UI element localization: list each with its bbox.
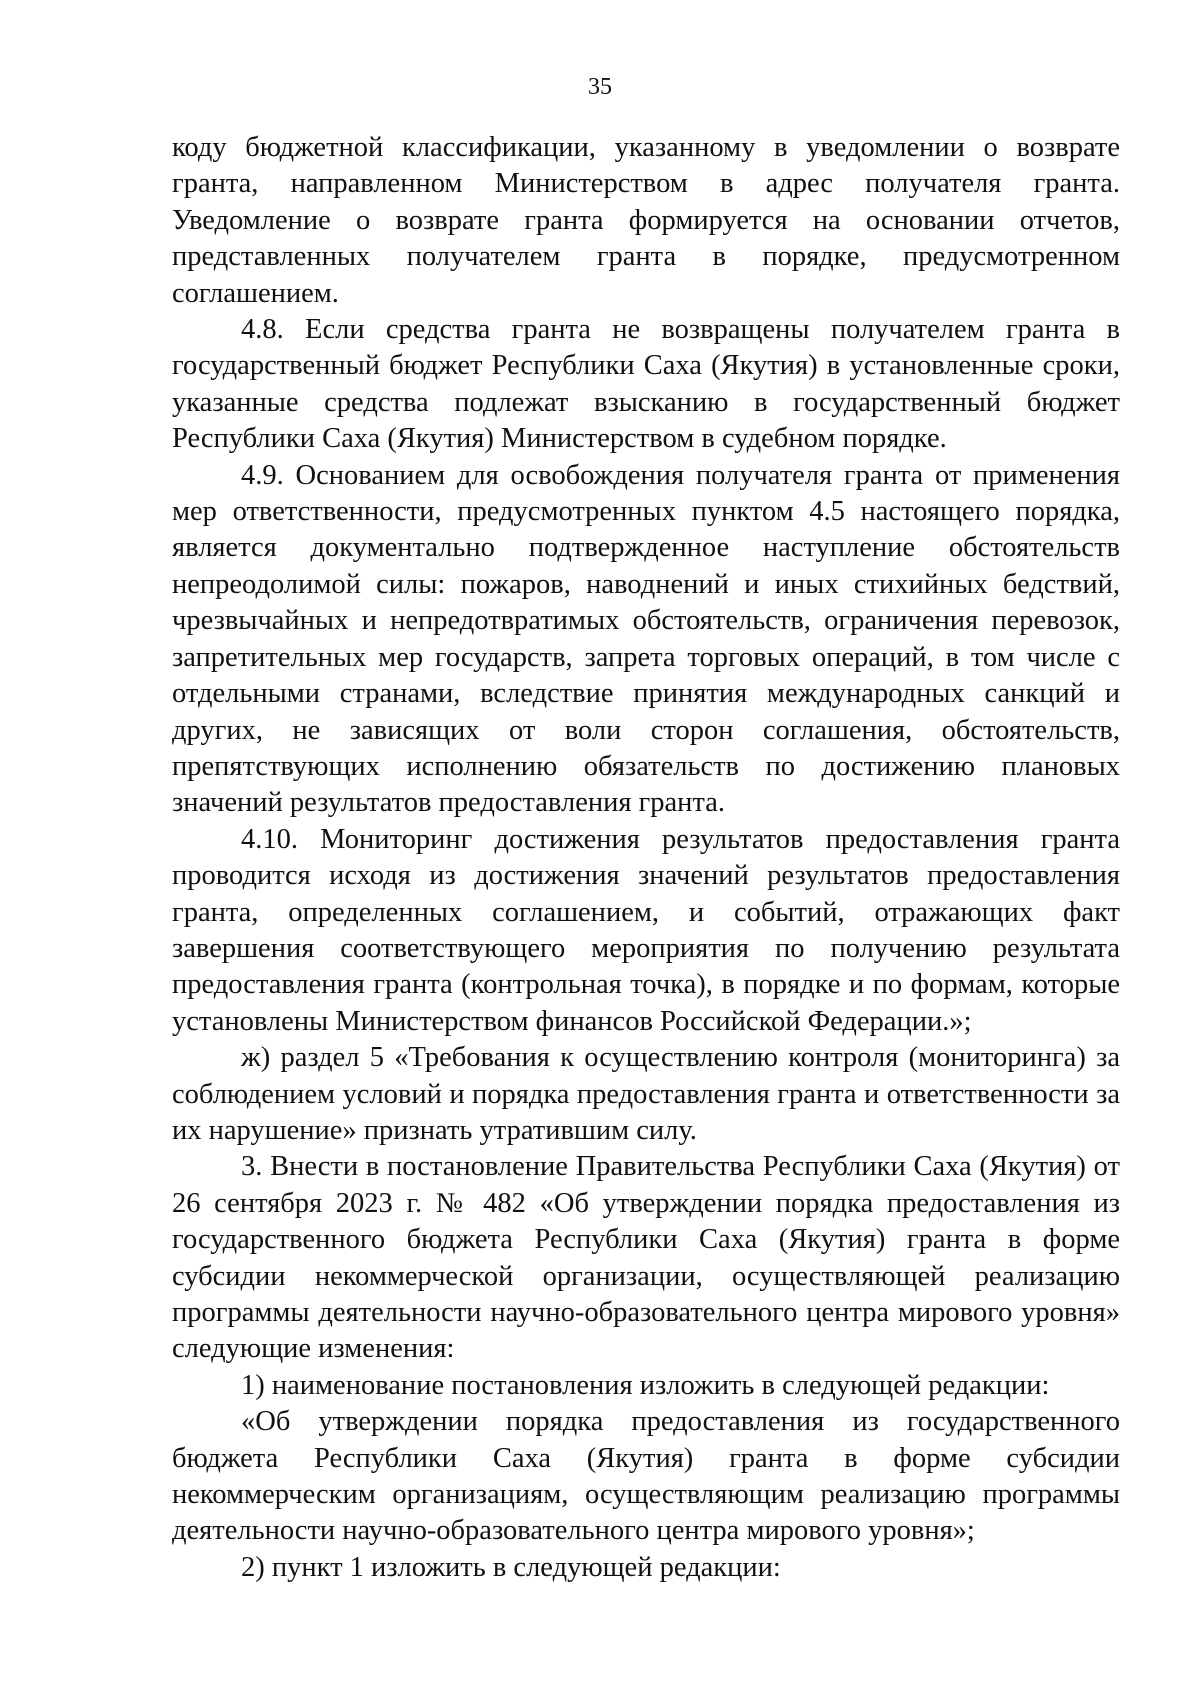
paragraph: коду бюджетной классификации, указанному в уведомлении о возврате гранта, направленном Министерством в адрес получателя гранта. Уведомление о возврате гранта формируется на основании отчетов, представленных получателем гранта в порядке, предусмотренном соглашением. — [172, 132, 1120, 309]
paragraph-3-2: 2) пункт 1 изложить в следующей редакции: — [241, 1551, 781, 1583]
paragraph-4-10: 4.10. Мониторинг достижения результатов предоставления гранта проводится исходя из достижения значений результатов предоставления гранта, определенных соглашением, и событий, отражающих факт завершения соответствующего мероприятия по получению результата предоставления гранта (контрольная точка), в порядке и по формам, которые установлены Министерством финансов Российской Федерации.»; — [172, 823, 1120, 1037]
page-number: 35 — [588, 74, 612, 100]
document-body — [172, 130, 1120, 1586]
paragraph-4-9: 4.9. Основанием для освобождения получателя гранта от применения мер ответственности, предусмотренных пунктом 4.5 настоящего порядка, является документально подтвержденное наступление обстоятельств непреодолимой силы: пожаров, наводнений и иных стихийных бедствий, чрезвычайных и непредотвратимых обстоятельств, ограничения перевозок, запретительных мер государств, запрета торговых операций, в том числе с отдельными странами, вследствие принятия международных санкций и других, не зависящих от воли сторон соглашения, обстоятельств, препятствующих исполнению обязательств по достижению плановых значений результатов предоставления гранта. — [172, 459, 1120, 819]
paragraph-quote: «Об утверждении порядка предоставления из государственного бюджета Республики Саха (Якутия) гранта в форме субсидии некоммерческим организациям, осуществляющим реализацию программы деятельности научно-образовательного центра мирового уровня»; — [172, 1406, 1120, 1547]
paragraph-4-8: 4.8. Если средства гранта не возвращены получателем гранта в государственный бюджет Республики Саха (Якутия) в установленные сроки, указанные средства подлежат взысканию в государственный бюджет Республики Саха (Якутия) Министерством в судебном порядке. — [172, 314, 1120, 455]
paragraph-3: 3. Внести в постановление Правительства Республики Саха (Якутия) от 26 сентября 2023 г. № 482 «Об утверждении порядка предоставления из государственного бюджета Республики Саха (Якутия) гранта в форме субсидии некоммерческой организации, осуществляющей реализацию программы деятельности научно-образовательного центра мирового уровня» следующие изменения: — [172, 1151, 1120, 1365]
paragraph-zh: ж) раздел 5 «Требования к осуществлению контроля (мониторинга) за соблюдением условий и порядка предоставления гранта и ответственности за их нарушение» признать утратившим силу. — [172, 1042, 1120, 1146]
paragraph-3-1: 1) наименование постановления изложить в следующей редакции: — [241, 1369, 1050, 1401]
